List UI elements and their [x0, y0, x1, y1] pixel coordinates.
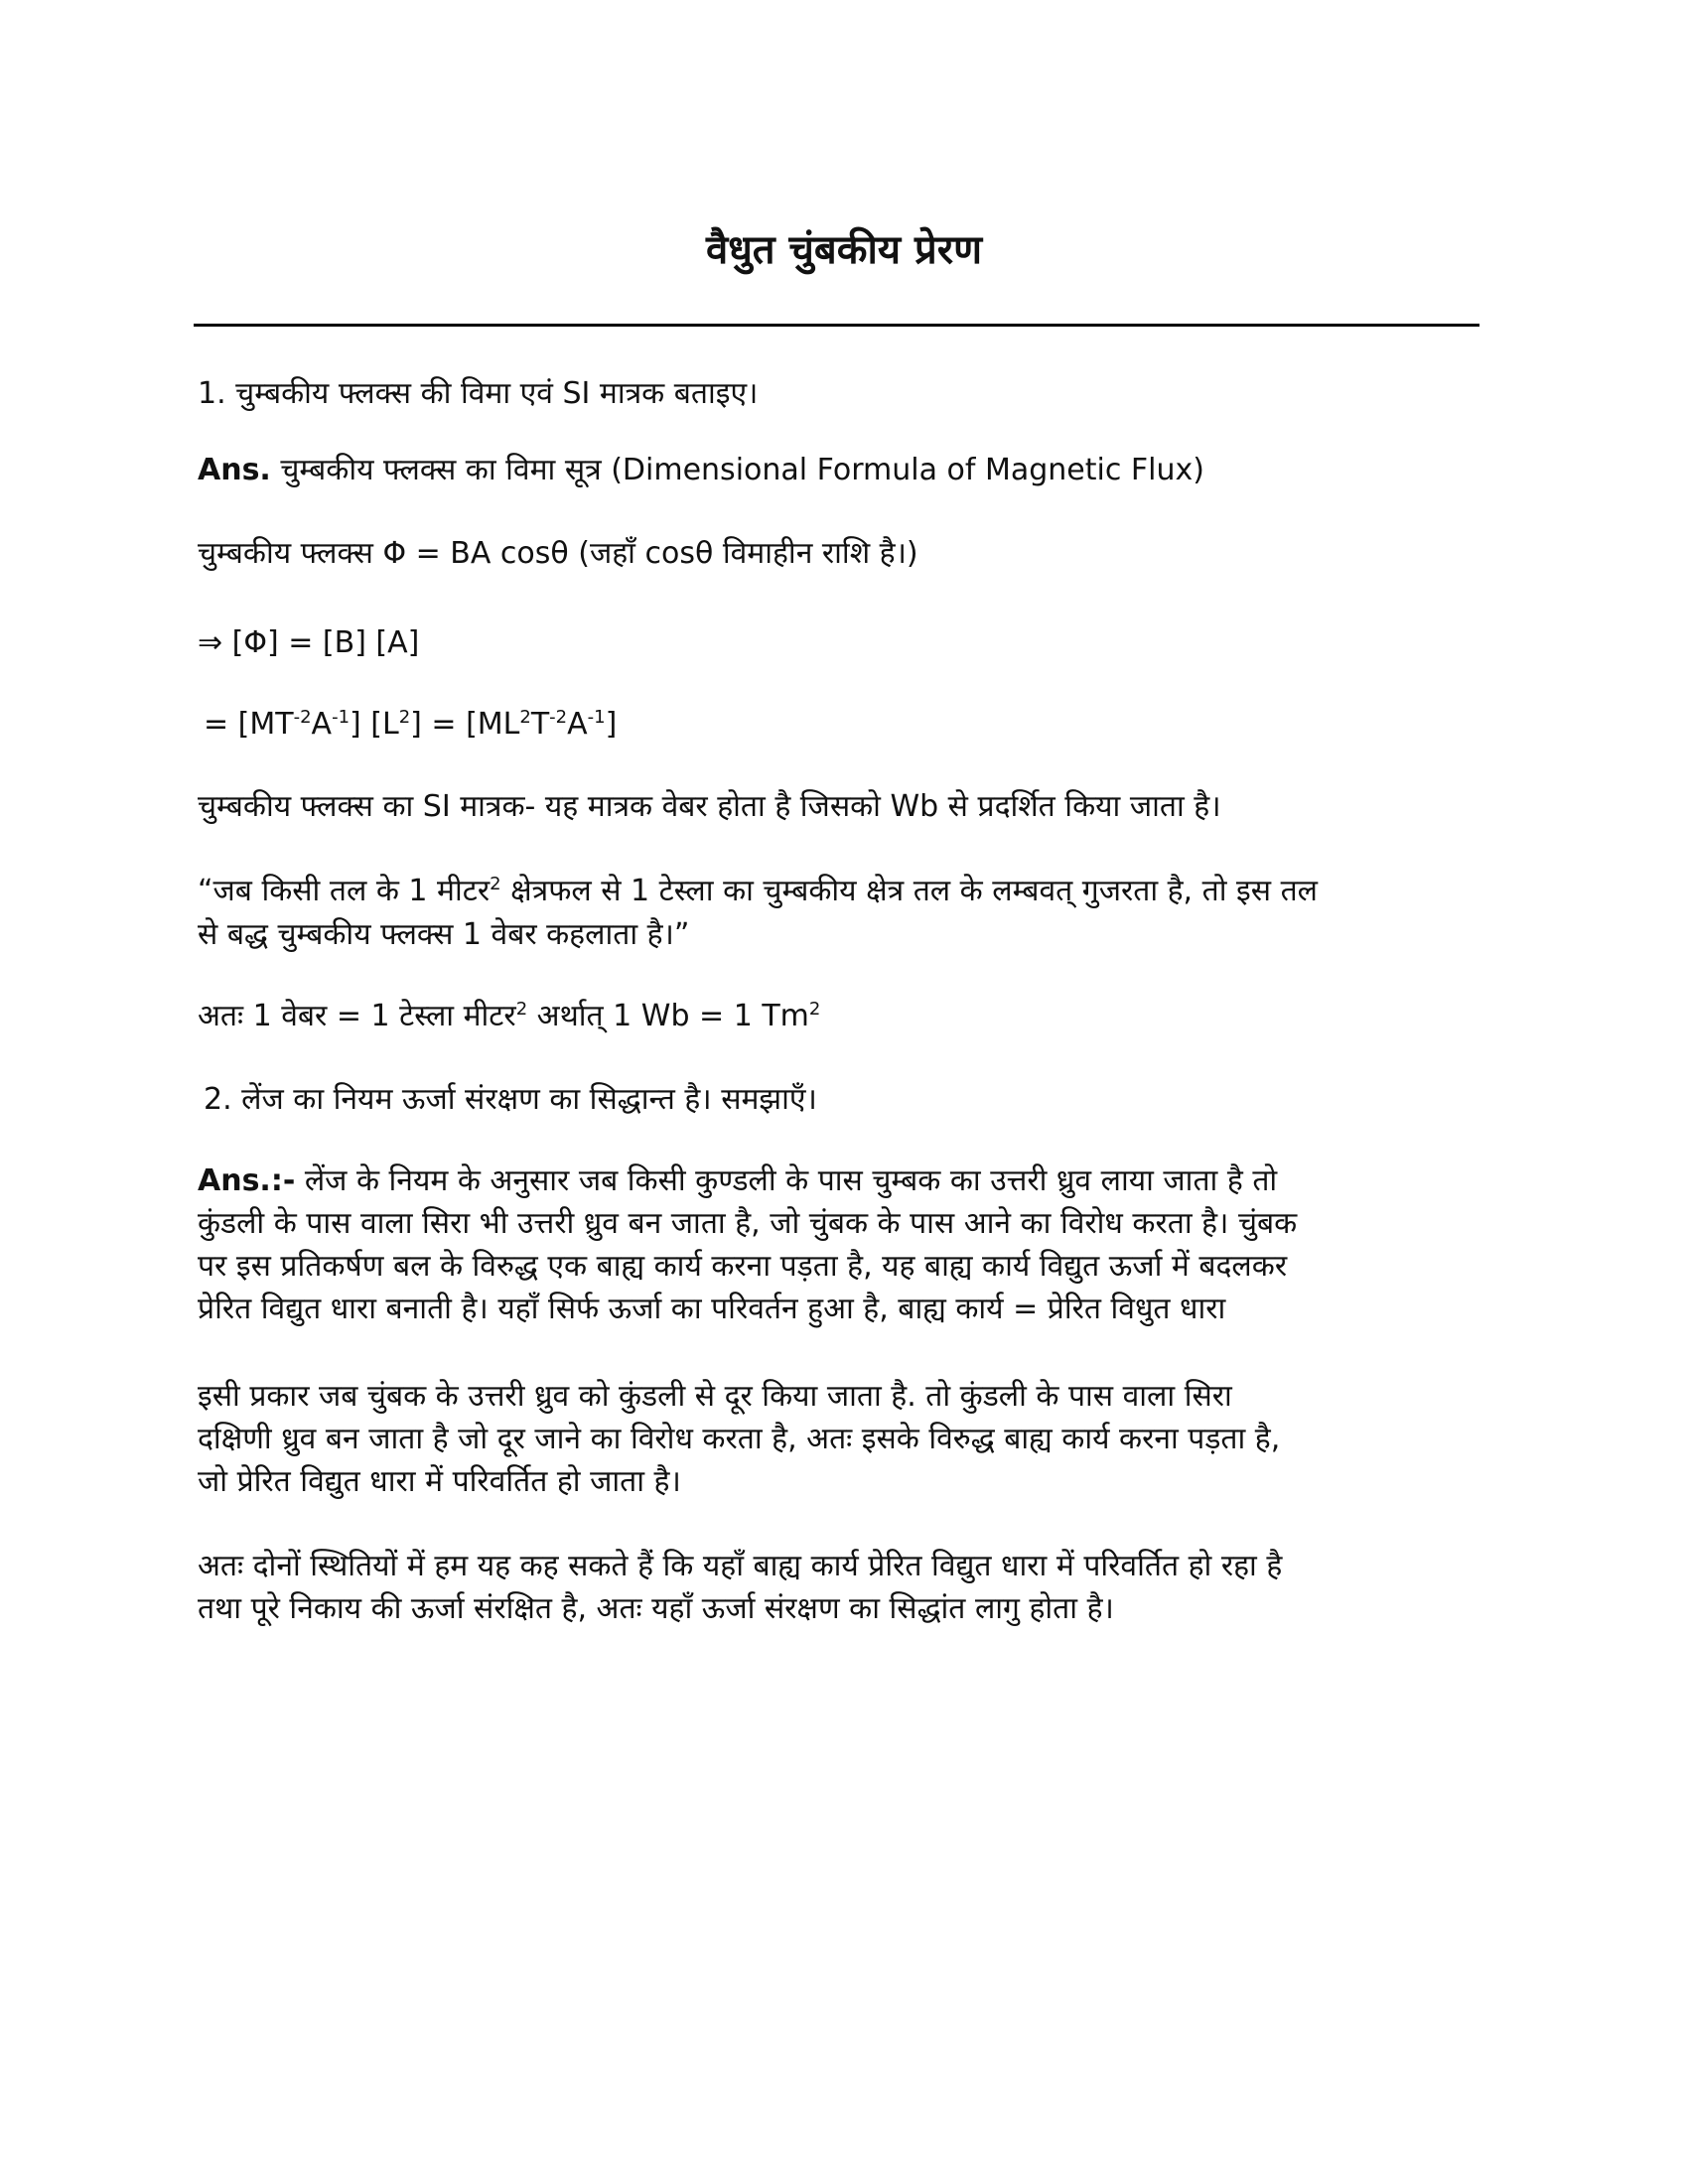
para-2-line-2: दक्षिणी ध्रुव बन जाता है जो दूर जाने का विरोध करता है, अतः इसके विरुद्ध बाह्य कार्य करना पड़ता है,	[198, 1422, 1281, 1456]
weber-conclusion: अतः 1 वेबर = 1 टेस्ला मीटर$^2$ अर्थात् 1 Wb = 1 Tm$^2$	[198, 999, 821, 1033]
answer-2-line-1: Ans.:- लेंज के नियम के अनुसार जब किसी कुण्डली के पास चुम्बक का उत्तरी ध्रुव लाया जाता है तो	[198, 1163, 1278, 1198]
question-1: 1. चुम्बकीय फ्लक्स की विमा एवं SI मात्रक बताइए।	[198, 376, 759, 411]
page-title: वैधुत चुंबकीय प्रेरण	[705, 227, 983, 273]
answer-2-line-3: पर इस प्रतिकर्षण बल के विरुद्ध एक बाह्य कार्य करना पड़ता है, यह बाह्य कार्य विद्युत ऊर्जा में बदलकर	[198, 1249, 1288, 1284]
answer-2-line-4: प्रेरित विद्युत धारा बनाती है। यहाँ सिर्फ ऊर्जा का परिवर्तन हुआ है, बाह्य कार्य = प्रेरित विधुत धारा	[198, 1292, 1226, 1326]
formula-step-1: ⇒ [Φ] = [B] [A]	[198, 625, 420, 660]
para-2-line-3: जो प्रेरित विद्युत धारा में परिवर्तित हो जाता है।	[198, 1464, 681, 1499]
title-divider	[194, 324, 1479, 327]
answer-1-intro	[198, 449, 1488, 491]
definition-line-2: से बद्ध चुम्बकीय फ्लक्स 1 वेबर कहलाता है।”	[198, 917, 690, 952]
definition-line-1: “जब किसी तल के 1 मीटर$^2$ क्षेत्रफल से 1 टेस्ला का चुम्बकीय क्षेत्र तल के लम्बवत् गुजरता है, तो इस तल	[198, 874, 1319, 908]
para-3-line-1: अतः दोनों स्थितियों में हम यह कह सकते हैं कि यहाँ बाह्य कार्य प्रेरित विद्युत धारा में परिवर्तित हो रहा है	[198, 1549, 1283, 1583]
para-3-line-2: तथा पूरे निकाय की ऊर्जा संरक्षित है, अतः यहाँ ऊर्जा संरक्षण का सिद्धांत लागु होता है।	[198, 1591, 1114, 1626]
question-2: 2. लेंज का नियम ऊर्जा संरक्षण का सिद्धान्त है। समझाएँ।	[204, 1082, 817, 1117]
answer-label: Ans.	[198, 453, 271, 487]
answer-2-line-2: कुंडली के पास वाला सिरा भी उत्तरी ध्रुव बन जाता है, जो चुंबक के पास आने का विरोध करता है। चुंबक	[198, 1206, 1298, 1241]
answer-label: Ans.:-	[198, 1163, 296, 1198]
si-unit-text: चुम्बकीय फ्लक्स का SI मात्रक- यह मात्रक वेबर होता है जिसको Wb से प्रदर्शित किया जाता है।	[198, 789, 1221, 824]
para-2-line-1: इसी प्रकार जब चुंबक के उत्तरी ध्रुव को कुंडली से दूर किया जाता है. तो कुंडली के पास वाला सिरा	[198, 1379, 1232, 1414]
formula-step-2: = $[MT^{-2}A^{-1}] [L^2] = [ML^2T^{-2}A^{-1}]$	[204, 707, 618, 742]
answer-1-text: चुम्बकीय फ्लक्स का विमा सूत्र (Dimensional Formula of Magnetic Flux)	[270, 453, 1204, 487]
flux-formula: चुम्बकीय फ्लक्स Φ = BA cosθ (जहाँ cosθ विमाहीन राशि है।)	[198, 536, 918, 571]
